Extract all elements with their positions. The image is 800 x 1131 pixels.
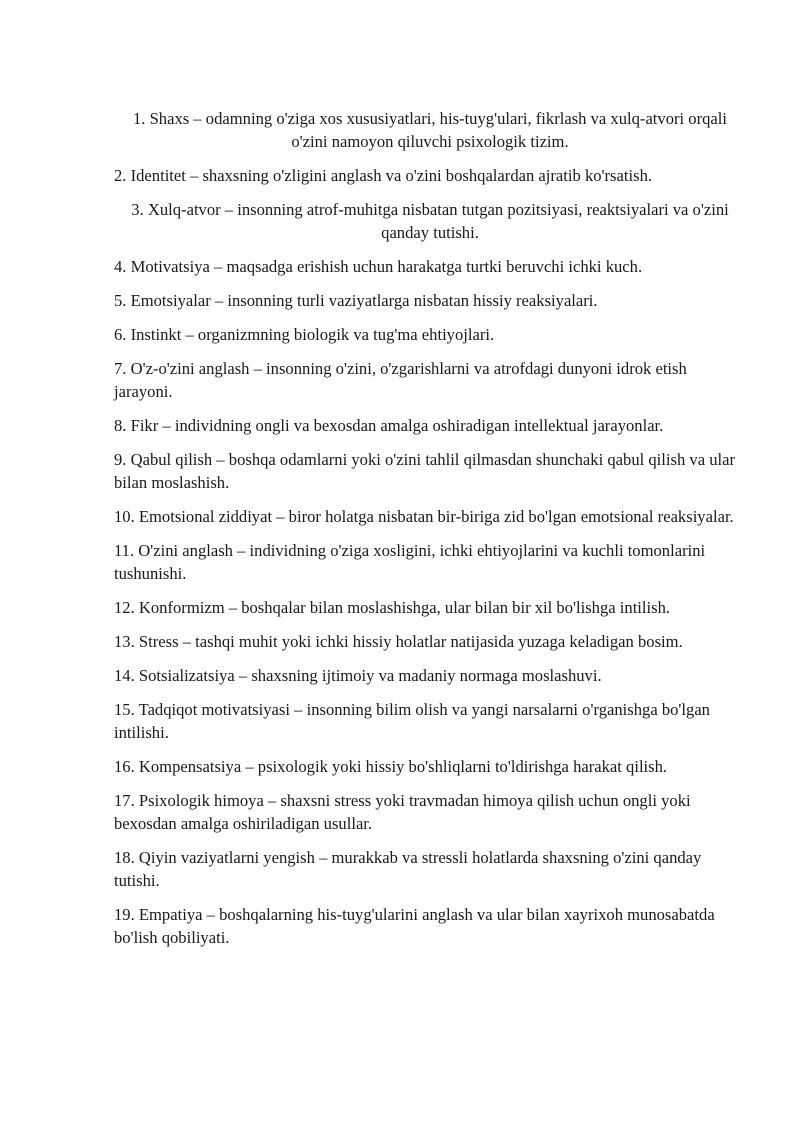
list-item: 18. Qiyin vaziyatlarni yengish – murakkab va stressli holatlarda shaxsning o'zini qanday tutishi. [114,848,702,890]
list-item: 6. Instinkt – organizmning biologik va tug'ma ehtiyojlari. [114,325,495,344]
list-item: 15. Tadqiqot motivatsiyasi – insonning bilim olish va yangi narsalarni o'rganishga bo'lgan intilishi. [114,700,710,742]
list-item: 17. Psixologik himoya – shaxsni stress yoki travmadan himoya qilish uchun ongli yoki bexosdan amalga oshiriladigan usullar. [114,791,691,833]
list-item: 8. Fikr – individning ongli va bexosdan amalga oshiradigan intellektual jarayonlar. [114,416,664,435]
list-item: 4. Motivatsiya – maqsadga erishish uchun harakatga turtki beruvchi ichki kuch. [114,257,643,276]
list-item: 9. Qabul qilish – boshqa odamlarni yoki o'zini tahlil qilmasdan shunchaki qabul qilish va ular bilan moslashish. [114,450,736,492]
list-item: 10. Emotsional ziddiyat – biror holatga nisbatan bir-biriga zid bo'lgan emotsional reaksiyalar. [114,507,734,526]
list-item: 13. Stress – tashqi muhit yoki ichki hissiy holatlar natijasida yuzaga keladigan bosim. [114,632,683,651]
list-item: 19. Empatiya – boshqalarning his-tuyg'ularini anglash va ular bilan xayrixoh munosabatda bo'lish qobiliyati. [114,905,715,947]
list-item: 11. O'zini anglash – individning o'ziga xosligini, ichki ehtiyojlarini va kuchli tomonlarini tushunishi. [114,541,706,583]
list-item: 12. Konformizm – boshqalar bilan moslashishga, ular bilan bir xil bo'lishga intilish. [114,598,671,617]
list-item: 3. Xulq-atvor – insonning atrof-muhitga nisbatan tutgan pozitsiyasi, reaktsiyalari va o'zini qanday tutishi. [131,200,729,242]
list-item: 7. O'z-o'zini anglash – insonning o'zini, o'zgarishlarni va atrofdagi dunyoni idrok etish jarayoni. [114,359,687,401]
list-item: 14. Sotsializatsiya – shaxsning ijtimoiy va madaniy normaga moslashuvi. [114,666,602,685]
list-item: 2. Identitet – shaxsning o'zligini anglash va o'zini boshqalardan ajratib ko'rsatish. [114,166,653,185]
list-item: 5. Emotsiyalar – insonning turli vaziyatlarga nisbatan hissiy reaksiyalari. [114,291,598,310]
list-item: 1. Shaxs – odamning o'ziga xos xususiyatlari, his-tuyg'ulari, fikrlash va xulq-atvori orqali o'zini namoyon qiluvchi psixologik tizim. [132,109,728,151]
term-list [114,107,746,960]
list-item: 16. Kompensatsiya – psixologik yoki hissiy bo'shliqlarni to'ldirishga harakat qilish. [114,757,668,776]
